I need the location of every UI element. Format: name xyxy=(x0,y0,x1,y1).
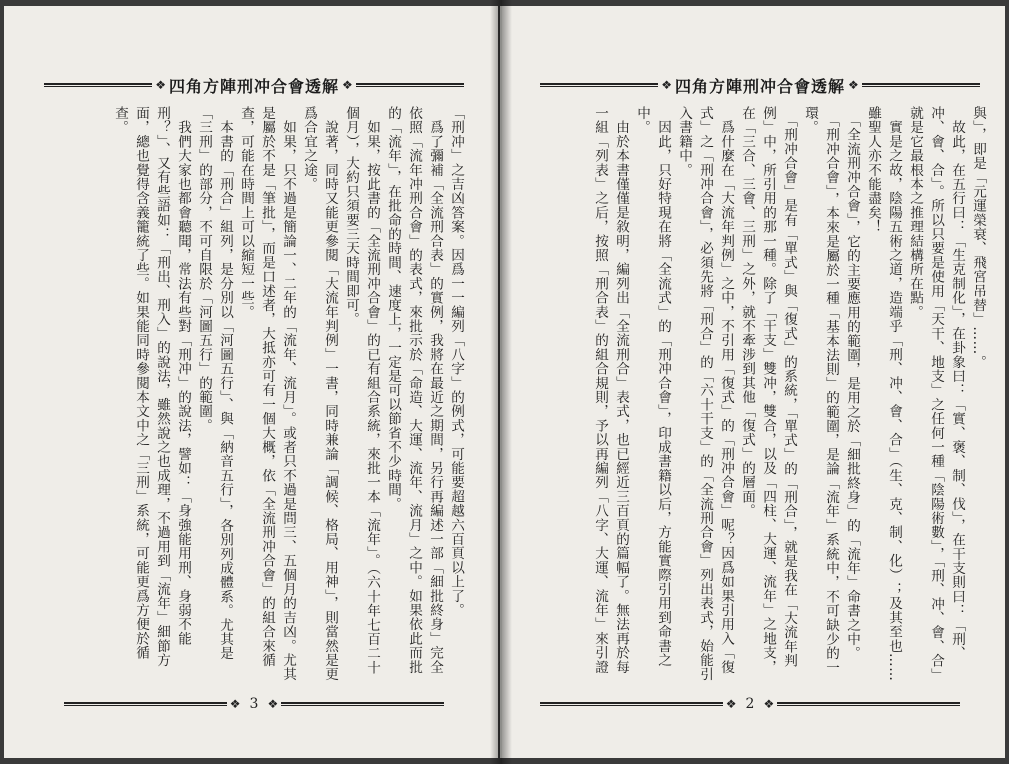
left-page xyxy=(4,6,498,758)
footer-rule xyxy=(540,702,723,706)
ornament-icon: ❖ xyxy=(155,78,166,92)
left-page-footer xyxy=(64,694,444,714)
paragraph: 爲了彌補「全流刑合表」的實例，我將在最近之期間，另行再編述一部「細批終身」完全依照「流年冲刑合會」的表式，來批示於「命造、大運、流年、流月」之中。如果依此而批的「流年」，在批命的時間、速度上，一定是可以節省不少時間。 xyxy=(385,106,443,674)
running-title: 四角方陣刑冲合會透解 xyxy=(675,76,846,96)
paragraph: 與」，即是「元運榮衰、飛宮吊替」……。 xyxy=(970,106,986,369)
running-title: 四角方陣刑冲合會透解 xyxy=(169,76,340,96)
left-page-body xyxy=(48,106,466,686)
header-rule xyxy=(44,83,152,87)
header-rule xyxy=(862,83,980,87)
paragraph: 實是之故，陰陽五術之道，造端乎「刑、冲、會、合」（生、克、制、化）；及其至也……雖聖人亦不能盡矣！ xyxy=(865,106,902,682)
left-running-header xyxy=(44,72,464,98)
paragraph: 說著，同時又能更參閱「大流年判例」一書，同時兼論「調候、格局、用神」，則當然是更爲合宜之途。 xyxy=(301,106,338,682)
header-rule xyxy=(540,83,658,87)
footer-rule xyxy=(777,702,960,706)
right-running-header xyxy=(540,72,980,98)
paragraph: 故此，在五行曰：「生克制化」，在卦象曰：「實、褒、制、伐」，在干支則曰：「刑、冲、會、合」。所以只要是使用「天干、地支」之任何一種「陰陽術數」，「刑、冲、會、合」就是它最根本之推理結構所在點。 xyxy=(907,106,965,682)
right-page xyxy=(500,6,1005,758)
paragraph: 如果，按此書的「全流刑冲合會」的已有組合系統，來批一本「流年」。（六十年七百二十個月），大約只須要三天時間即可。 xyxy=(343,106,380,675)
ornament-icon: ❖ xyxy=(267,697,279,711)
page-number: 3 xyxy=(249,696,259,712)
paragraph: 如果，只不過是簡論一、二年的「流年、流月」。或者只不過是問三、五個月的吉凶。尤其是屬於不是「筆批」，而是口述者，大抵亦可有一個大概，依「全流刑冲合會」的組合來循查，可能在時間上可以縮短一些。 xyxy=(238,106,296,682)
paragraph: 「刑冲合會」是有「單式」與「復式」的系統，「單式」的「刑合」，就是我在「大流年判例」中，所引用的那一種。除了「干支」雙冲，雙合，以及「四柱、大運、流年」之地支，在「三合、三會、三刑」之外，就不牽涉到其他「復式」的層面。 xyxy=(739,106,797,674)
footer-rule xyxy=(281,702,444,706)
paragraph: 由於本書僅僅是敘明，編列出「全流刑合」表式，也已經近三百頁的篇幅了。無法再於每一組「列表」之后，按照「刑合表」的組合規則，予以再編列「八字、大運、流年」來引證 xyxy=(592,106,629,674)
ornament-icon: ❖ xyxy=(848,78,859,92)
right-page-body xyxy=(558,106,988,686)
footer-rule xyxy=(64,702,227,706)
book-gutter xyxy=(490,0,512,764)
paragraph: 「刑冲」之吉凶答案。因爲一一編列「八字」的例式，可能要超越六百頁以上了。 xyxy=(448,106,464,618)
paragraph: 我們大家也都會聽聞，常法有些對「刑冲」的說法，譬如：「身強能用刑、身弱不能刑？」、又有些語如：「刑出、刑入」的說法，雖然說之也成理，不過用到「流年」細節方面，總也覺得含義籠統了些。如果能同時參閱本文中之「三刑」系統，可能更爲方便於循查。 xyxy=(112,106,191,668)
paragraph: 「刑冲合會」，本來是屬於一種「基本法則」的範圍，是論「流年」系統中，不可缺少的一環。 xyxy=(802,106,839,675)
paragraph: 爲什麼在「大流年判例」之中，不引用「復式」的「刑冲合會」呢？因爲如果引用入「復式」之「刑冲合會」，必須先將「刑合」的「六十干支」的「全流刑合會」列出表式，始能引入書籍中。 xyxy=(676,106,734,682)
ornament-icon: ❖ xyxy=(725,697,737,711)
paragraph: 本書的「刑合」組列，是分別以「河圖五行」、與「納音五行」，各別列成體系。尤其是「三刑」的部分，不可自限於「河圖五行」的範圍。 xyxy=(196,106,233,661)
ornament-icon: ❖ xyxy=(342,78,353,92)
page-number: 2 xyxy=(745,696,755,712)
right-page-footer xyxy=(540,694,960,714)
paragraph: 「全流刑冲合會」，它的主要應用的範圍，是用之於「細批終身」的「流年」命書之中。 xyxy=(844,106,860,661)
header-rule xyxy=(356,83,464,87)
ornament-icon: ❖ xyxy=(229,697,241,711)
ornament-icon: ❖ xyxy=(661,78,672,92)
ornament-icon: ❖ xyxy=(763,697,775,711)
paragraph: 因此，只好特現在將「全流式」的「刑冲合會」，印成書籍以后，方能實際引用到命書之中。 xyxy=(634,106,671,668)
